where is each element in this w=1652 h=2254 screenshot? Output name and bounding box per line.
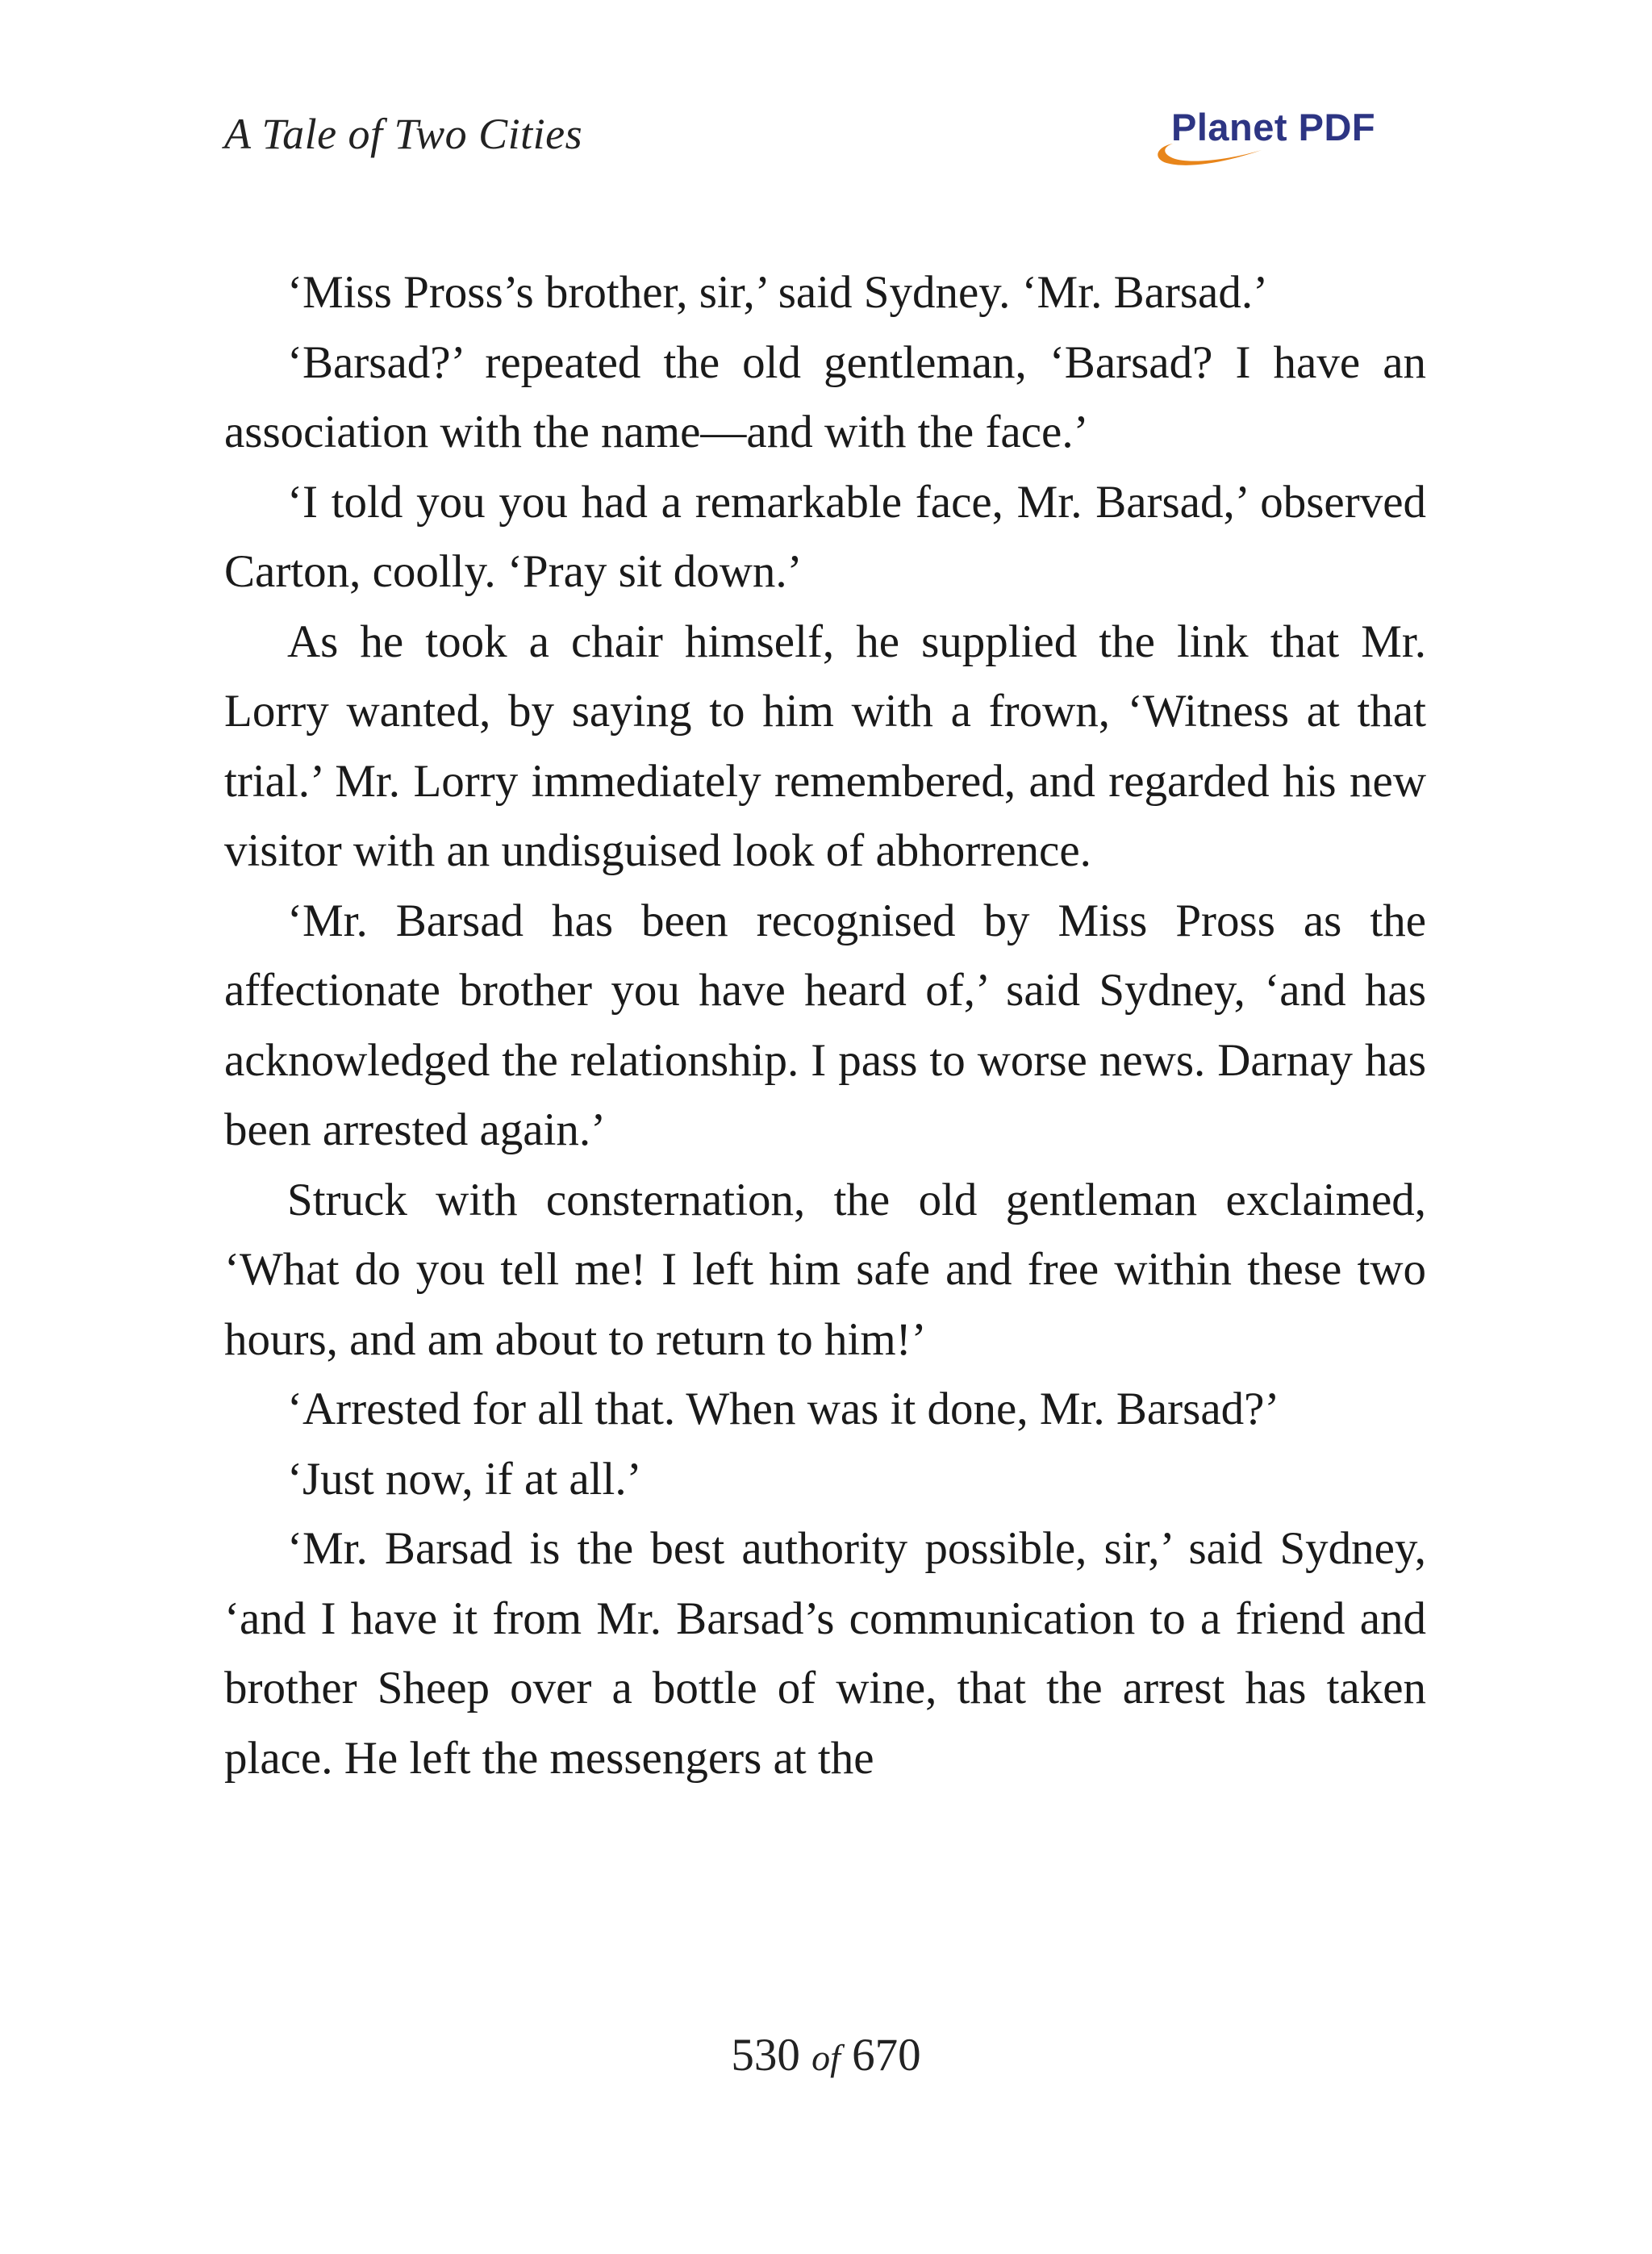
total-pages: 670 xyxy=(852,2030,921,2081)
paragraph: ‘Miss Pross’s brother, sir,’ said Sydney. ‘Mr. Barsad.’ xyxy=(287,267,1269,318)
paragraph: ‘Barsad?’ repeated the old gentleman, ‘Barsad? I have an association with the name—and with the face.’ xyxy=(224,336,1426,457)
paragraph: ‘Mr. Barsad is the best authority possible, sir,’ said Sydney, ‘and I have it from Mr. Barsad’s communication to a friend and brother Sheep over a bottle of wine, that the arrest has taken place. He left the messengers at the xyxy=(224,1523,1426,1784)
logo-text: Planet PDF xyxy=(1171,106,1376,148)
book-title: A Tale of Two Cities xyxy=(224,110,583,158)
page-number xyxy=(0,2029,1652,2081)
paragraph: ‘Just now, if at all.’ xyxy=(287,1453,642,1505)
page-body xyxy=(224,258,1426,1793)
paragraph: As he took a chair himself, he supplied the link that Mr. Lorry wanted, by saying to him with a frown, ‘Witness at that trial.’ Mr. Lorry immediately remembered, and regarded his new visitor with an undisguised look of abhorrence. xyxy=(224,616,1426,876)
paragraph: ‘Mr. Barsad has been recognised by Miss Pross as the affectionate brother you have heard of,’ said Sydney, ‘and has acknowledged the relationship. I pass to worse news. Darnay has been arrested again.’ xyxy=(224,895,1426,1155)
paragraph: ‘I told you you had a remarkable face, Mr. Barsad,’ observed Carton, coolly. ‘Pray sit down.’ xyxy=(224,476,1426,597)
current-page: 530 xyxy=(731,2030,800,2081)
page-header xyxy=(224,101,1426,173)
planet-pdf-logo xyxy=(1149,105,1415,177)
page-separator: of xyxy=(811,2037,841,2078)
paragraph: ‘Arrested for all that. When was it done, Mr. Barsad?’ xyxy=(287,1384,1280,1434)
paragraph: Struck with consternation, the old gentleman exclaimed, ‘What do you tell me! I left him safe and free within these two hours, and am about to return to him!’ xyxy=(224,1174,1426,1365)
